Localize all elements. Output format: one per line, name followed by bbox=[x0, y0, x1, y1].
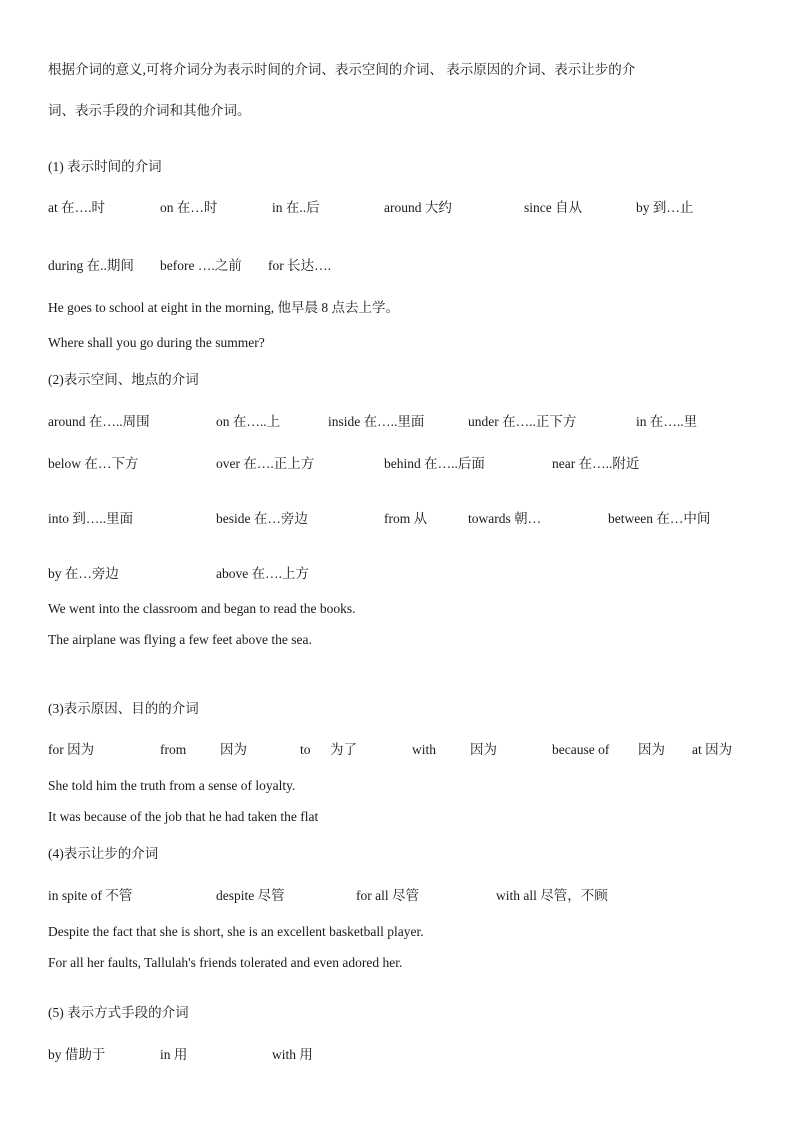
term-cell: 因为 bbox=[638, 742, 665, 757]
term-cell: 因为 bbox=[220, 742, 247, 757]
term-cell: at 因为 bbox=[692, 742, 733, 757]
example-sentence: The airplane was flying a few feet above the sea. bbox=[48, 632, 312, 647]
section-place-heading: (2)表示空间、地点的介词 bbox=[48, 372, 199, 387]
intro-line-2: 词、表示手段的介词和其他介词。 bbox=[48, 103, 251, 118]
intro-line-1: 根据介词的意义,可将介词分为表示时间的介词、表示空间的介词、 表示原因的介词、表示让步的介 bbox=[48, 62, 636, 77]
term-cell: on 在…..上 bbox=[216, 414, 281, 429]
term-cell: inside 在…..里面 bbox=[328, 414, 425, 429]
term-cell: behind 在…..后面 bbox=[384, 456, 485, 471]
time-row-1 bbox=[0, 200, 794, 216]
term-cell: since 自从 bbox=[524, 200, 583, 215]
term-cell: between 在…中间 bbox=[608, 511, 711, 526]
term-cell: near 在…..附近 bbox=[552, 456, 640, 471]
example-sentence: Despite the fact that she is short, she is an excellent basketball player. bbox=[48, 924, 424, 939]
term-cell: before ….之前 bbox=[160, 258, 242, 273]
term-cell: in spite of 不管 bbox=[48, 888, 133, 903]
term-cell: for all 尽管 bbox=[356, 888, 419, 903]
place-row-3 bbox=[0, 511, 794, 527]
term-cell: with 用 bbox=[272, 1047, 313, 1062]
term-cell: 为了 bbox=[330, 742, 357, 757]
term-cell: above 在….上方 bbox=[216, 566, 309, 581]
term-cell: with bbox=[412, 742, 437, 757]
term-cell: below 在…下方 bbox=[48, 456, 139, 471]
section-reason-heading: (3)表示原因、目的的介词 bbox=[48, 701, 199, 716]
term-cell: during 在..期间 bbox=[48, 258, 134, 273]
place-row-4 bbox=[0, 566, 794, 582]
term-cell: for 长达…. bbox=[268, 258, 331, 273]
term-cell: because of bbox=[552, 742, 610, 757]
term-cell: from bbox=[160, 742, 187, 757]
term-cell: from 从 bbox=[384, 511, 428, 526]
place-row-2 bbox=[0, 456, 794, 472]
example-sentence: For all her faults, Tallulah's friends tolerated and even adored her. bbox=[48, 955, 403, 970]
time-row-2 bbox=[0, 258, 794, 274]
place-row-1 bbox=[0, 414, 794, 430]
term-cell: with all 尽管，不顾 bbox=[496, 888, 608, 903]
term-cell: to bbox=[300, 742, 311, 757]
term-cell: in 用 bbox=[160, 1047, 188, 1062]
example-sentence: We went into the classroom and began to read the books. bbox=[48, 601, 356, 616]
section-means-heading: (5) 表示方式手段的介词 bbox=[48, 1005, 189, 1020]
term-cell: in 在…..里 bbox=[636, 414, 698, 429]
term-cell: around 在…..周围 bbox=[48, 414, 150, 429]
term-cell: in 在..后 bbox=[272, 200, 320, 215]
term-cell: at 在….时 bbox=[48, 200, 105, 215]
term-cell: for 因为 bbox=[48, 742, 95, 757]
means-row-1 bbox=[0, 1047, 794, 1063]
term-cell: beside 在…旁边 bbox=[216, 511, 308, 526]
term-cell: despite 尽管 bbox=[216, 888, 285, 903]
example-sentence: It was because of the job that he had taken the flat bbox=[48, 809, 319, 824]
term-cell: by 借助于 bbox=[48, 1047, 106, 1062]
example-sentence: He goes to school at eight in the morning, 他早晨 8 点去上学。 bbox=[48, 300, 399, 315]
term-cell: by 到…止 bbox=[636, 200, 694, 215]
term-cell: around 大约 bbox=[384, 200, 452, 215]
reason-row-1 bbox=[0, 742, 794, 758]
section-time-heading: (1) 表示时间的介词 bbox=[48, 159, 162, 174]
concession-row-1 bbox=[0, 888, 794, 904]
term-cell: 因为 bbox=[470, 742, 497, 757]
term-cell: by 在…旁边 bbox=[48, 566, 119, 581]
example-sentence: She told him the truth from a sense of loyalty. bbox=[48, 778, 296, 793]
term-cell: under 在…..正下方 bbox=[468, 414, 577, 429]
term-cell: on 在…时 bbox=[160, 200, 218, 215]
term-cell: towards 朝… bbox=[468, 511, 542, 526]
example-sentence: Where shall you go during the summer? bbox=[48, 335, 265, 350]
term-cell: over 在….正上方 bbox=[216, 456, 315, 471]
term-cell: into 到…..里面 bbox=[48, 511, 134, 526]
section-concession-heading: (4)表示让步的介词 bbox=[48, 846, 159, 861]
